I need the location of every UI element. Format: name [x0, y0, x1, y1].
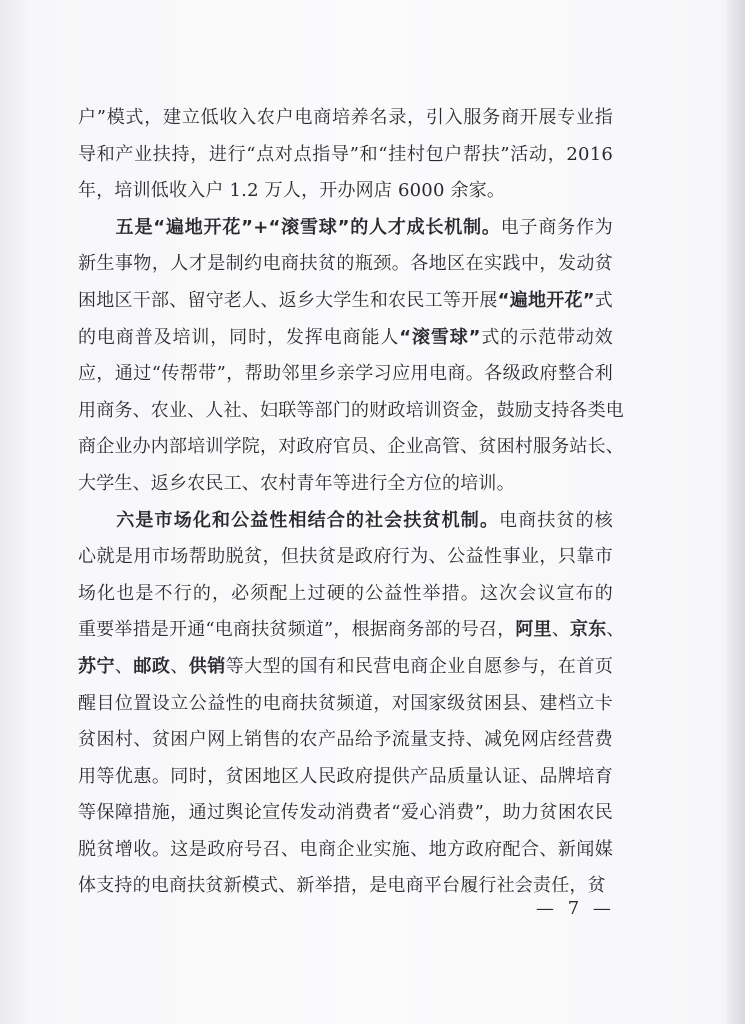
text-line [78, 210, 613, 247]
bold-text-run: 邮政 [133, 655, 171, 677]
text-run: 等大型的国有和民营电商企业自愿参与，在首页 [225, 655, 614, 677]
bold-text-run: 阿里 [515, 619, 552, 641]
text-run: 新生事物，人才是制约电商扶贫的瓶颈。各地区在实践中，发动贫 [78, 253, 613, 275]
text-line [78, 722, 613, 759]
text-line [78, 173, 613, 210]
text-run: 商企业办内部培训学院，对政府官员、企业高管、贫困村服务站长、 [78, 436, 624, 458]
bold-text-run: 六是市场化和公益性相结合的社会扶贫机制。 [116, 509, 500, 531]
page-edge-shadow [727, 0, 745, 1024]
text-run [78, 510, 116, 531]
bold-text-run: 五是“遍地开花”+“滚雪球”的人才成长机制。 [115, 216, 501, 238]
bold-text-run: “滚雪球” [399, 326, 481, 348]
text-run: 年，培训低收入户 1.2 万人，开办网店 6000 余家。 [78, 180, 506, 202]
paragraph [78, 503, 625, 906]
text-run: 困地区干部、留守老人、返乡大学生和农民工等开展 [78, 289, 498, 311]
page-number: — 7 — [536, 898, 615, 919]
text-run [78, 217, 116, 238]
bold-text-run: 供销 [188, 655, 226, 677]
text-run: 大学生、返乡农民工、农村青年等进行全方位的培训。 [78, 472, 515, 494]
text-run: 的电商普及培训，同时，发挥电商能人 [78, 326, 400, 348]
text-run: 重要举措是开通“电商扶贫频道”，根据商务部的号召， [78, 619, 516, 641]
paragraph [78, 100, 613, 210]
text-line [78, 100, 613, 137]
text-run: 式 [594, 289, 613, 311]
text-line [78, 539, 613, 576]
text-line [78, 649, 613, 686]
text-line [78, 686, 613, 723]
text-run: 应，通过“传帮带”，帮助邻里乡亲学习应用电商。各级政府整合利 [78, 363, 613, 385]
text-run: 、 [606, 619, 625, 641]
text-line [78, 283, 613, 320]
body-text [78, 100, 625, 905]
text-run: 户”模式，建立低收入农户电商培养名录，引入服务商开展专业指 [78, 107, 613, 128]
text-line [78, 393, 624, 430]
bold-text-run: “遍地开花” [497, 289, 595, 311]
text-run: 心就是用市场帮助脱贫，但扶贫是政府行为、公益性事业，只靠市 [78, 546, 613, 568]
text-line [78, 320, 613, 357]
text-line [78, 576, 613, 613]
text-line [78, 759, 613, 796]
text-run: 、 [551, 619, 571, 641]
text-line [78, 137, 613, 174]
text-line [78, 503, 613, 540]
paragraph [78, 210, 624, 503]
text-run: 用等优惠。同时，贫困地区人民政府提供产品质量认证、品牌培育 [78, 765, 613, 787]
text-run: 醒目位置设立公益性的电商扶贫频道，对国家级贫困县、建档立卡 [78, 692, 613, 714]
text-line [78, 429, 624, 466]
text-run: 场化也是不行的，必须配上过硬的公益性举措。这次会议宣布的 [78, 582, 613, 604]
text-run: 、 [114, 655, 134, 677]
text-run: 电子商务作为 [500, 216, 614, 238]
text-line [78, 868, 613, 905]
text-run: 、 [170, 655, 189, 677]
text-run: 电商扶贫的核 [499, 509, 613, 531]
text-run: 等保障措施，通过舆论宣传发动消费者“爱心消费”，助力贫困农民 [78, 802, 613, 824]
text-line [78, 795, 613, 832]
text-line [78, 832, 613, 869]
text-run: 式的示范带动效 [480, 326, 613, 348]
text-run: 贫困村、贫困户网上销售的农产品给予流量支持、减免网店经营费 [78, 729, 613, 751]
text-run: 用商务、农业、人社、妇联等部门的财政培训资金，鼓励支持各类电 [78, 399, 624, 421]
bold-text-run: 京东 [570, 619, 607, 641]
text-line [78, 356, 613, 393]
text-line [78, 466, 613, 503]
text-run: 体支持的电商扶贫新模式、新举措，是电商平台履行社会责任，贫 [78, 875, 606, 897]
bold-text-run: 苏宁 [78, 655, 115, 677]
text-run: 导和产业扶持，进行“点对点指导”和“挂村包户帮扶”活动，2016 [78, 143, 613, 165]
text-line [78, 612, 625, 649]
text-run: 脱贫增收。这是政府号召、电商企业实施、地方政府配合、新闻媒 [78, 838, 613, 860]
text-line [78, 246, 613, 283]
